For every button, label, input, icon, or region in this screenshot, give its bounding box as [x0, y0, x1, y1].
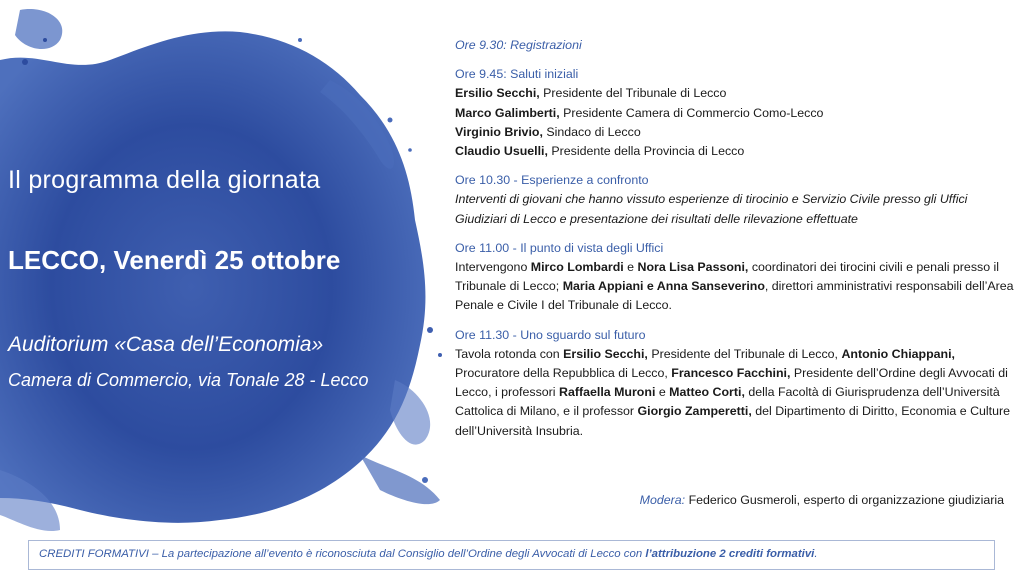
section-offices — [455, 239, 1015, 316]
watercolor-blob — [0, 0, 470, 560]
credits-text: – La partecipazione all’evento è riconosciuta dal Consiglio dell’Ordine degli Avvocati di Lecco con — [148, 548, 646, 560]
speaker-role: Presidente del Tribunale di Lecco — [539, 86, 727, 101]
time-offices: Ore 11.00 - Il punto di vista degli Uffici — [455, 240, 664, 255]
future-text: Tavola rotonda con Ersilio Secchi, Presidente del Tribunale di Lecco, Antonio Chiappani, Procuratore della Repubblica di Lecco, Francesco Facchini, Presidente dell’Ordine degli Avvocati di Lecco, i professori Raffaella Muroni e Matteo Corti, della Facoltà di Giurisprudenza dell’Università Cattolica di Milano, e il professor Giorgio Zamperetti, del Dipartimento di Diritto, Economia e Culture dell’Università Insubria. — [455, 346, 1011, 438]
venue-address: Camera di Commercio, via Tonale 28 - Lecco — [8, 370, 369, 390]
time-experiences: Ore 10.30 - Esperienze a confronto — [455, 173, 649, 188]
speaker-role: Presidente della Provincia di Lecco — [547, 144, 745, 159]
speaker-row — [455, 123, 1015, 142]
speaker-row — [455, 142, 1015, 161]
experiences-text: Interventi di giovani che hanno vissuto esperienze di tirocinio e Servizio Civile presso gli Uffici Giudiziari di Lecco e presentazione dei risultati delle rilevazione effettuate — [455, 192, 968, 226]
speaker-role: Sindaco di Lecco — [542, 124, 641, 139]
speaker-row — [455, 104, 1015, 123]
credits-label: CREDITI FORMATIVI — [39, 548, 149, 560]
speaker-name: Virginio Brivio, — [455, 124, 543, 139]
speaker-name: Marco Galimberti, — [455, 105, 560, 120]
moderator-name: Federico Gusmeroli, esperto di organizzazione giudiziaria — [685, 493, 1004, 507]
section-future — [455, 326, 1015, 441]
event-date: LECCO, Venerdì 25 ottobre — [8, 245, 341, 275]
section-greetings — [455, 65, 1015, 161]
speaker-row — [455, 84, 1015, 103]
moderator-label: Modera: — [639, 493, 686, 507]
time-registration: Ore 9.30: Registrazioni — [455, 38, 582, 52]
credits-highlight: l’attribuzione 2 crediti formativi — [645, 548, 815, 560]
program-title: Il programma della giornata — [8, 166, 321, 194]
speaker-name: Ersilio Secchi, — [455, 86, 540, 101]
credits-footer: CREDITI FORMATIVI – La partecipazione all’evento è riconosciuta dal Consiglio dell’Ordine degli Avvocati di Lecco con l’attribuzione 2 crediti formativi. — [28, 540, 995, 570]
speaker-name: Claudio Usuelli, — [455, 144, 548, 159]
speaker-role: Presidente Camera di Commercio Como-Lecco — [559, 105, 824, 120]
time-greetings: Ore 9.45: Saluti iniziali — [455, 67, 579, 82]
venue-name: Auditorium «Casa dell’Economia» — [8, 333, 324, 356]
section-experiences — [455, 171, 1015, 229]
offices-text: Intervengono Mirco Lombardi e Nora Lisa Passoni, coordinatori dei tirocini civili e penali presso il Tribunale di Lecco; Maria Appiani e Anna Sanseverino, direttori amministrativi responsabili dell’Area Penale e Civile I del Tribunale di Lecco. — [455, 260, 1014, 313]
program-schedule — [455, 36, 1015, 441]
time-future: Ore 11.30 - Uno sguardo sul futuro — [455, 327, 646, 342]
moderator-line — [640, 493, 1004, 507]
